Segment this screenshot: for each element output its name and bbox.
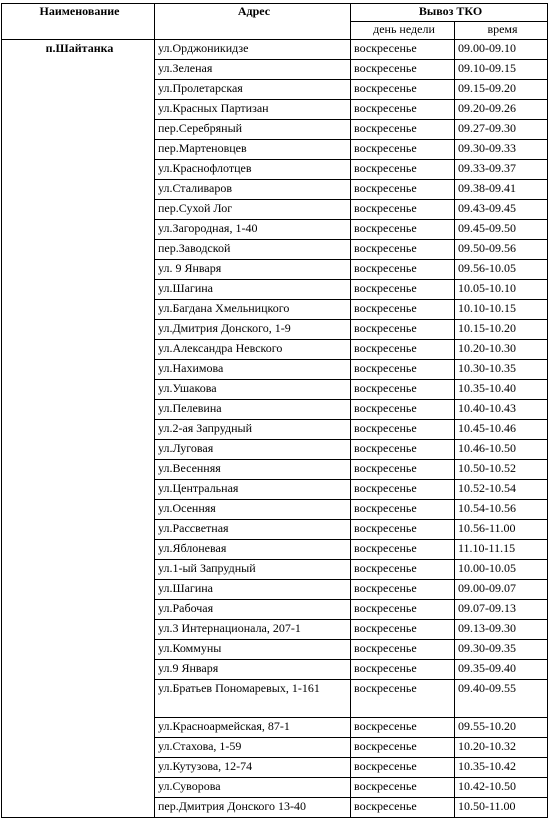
weekday-cell: воскресенье (351, 420, 455, 440)
address-cell: ул.Братьев Пономаревых, 1-161 (155, 680, 351, 718)
address-cell: ул.Ушакова (155, 380, 351, 400)
time-cell: 10.35-10.40 (455, 380, 548, 400)
weekday-cell: воскресенье (351, 220, 455, 240)
weekday-cell: воскресенье (351, 480, 455, 500)
address-cell: ул.Загородная, 1-40 (155, 220, 351, 240)
weekday-cell: воскресенье (351, 400, 455, 420)
time-cell: 09.27-09.30 (455, 120, 548, 140)
waste-schedule-table (1, 3, 548, 818)
address-cell: ул.Красноармейская, 87-1 (155, 718, 351, 738)
weekday-cell: воскресенье (351, 360, 455, 380)
address-cell: ул. 9 Января (155, 260, 351, 280)
time-cell: 09.20-09.26 (455, 100, 548, 120)
weekday-cell: воскресенье (351, 240, 455, 260)
weekday-cell: воскресенье (351, 180, 455, 200)
weekday-cell: воскресенье (351, 40, 455, 60)
weekday-cell: воскресенье (351, 100, 455, 120)
weekday-cell: воскресенье (351, 560, 455, 580)
address-cell: ул.Нахимова (155, 360, 351, 380)
time-cell: 09.30-09.33 (455, 140, 548, 160)
address-cell: ул.Осенняя (155, 500, 351, 520)
time-cell: 10.15-10.20 (455, 320, 548, 340)
weekday-cell: воскресенье (351, 660, 455, 680)
time-cell: 09.30-09.35 (455, 640, 548, 660)
address-cell: ул.Стахова, 1-59 (155, 738, 351, 758)
weekday-cell: воскресенье (351, 460, 455, 480)
weekday-cell: воскресенье (351, 640, 455, 660)
weekday-cell: воскресенье (351, 600, 455, 620)
address-cell: ул.Луговая (155, 440, 351, 460)
weekday-cell: воскресенье (351, 520, 455, 540)
address-cell: ул.Сталиваров (155, 180, 351, 200)
table-row (2, 40, 548, 60)
weekday-cell: воскресенье (351, 798, 455, 818)
time-cell: 09.50-09.56 (455, 240, 548, 260)
address-cell: ул.Рабочая (155, 600, 351, 620)
time-cell: 11.10-11.15 (455, 540, 548, 560)
time-cell: 09.00-09.07 (455, 580, 548, 600)
time-cell: 09.10-09.15 (455, 60, 548, 80)
weekday-cell: воскресенье (351, 758, 455, 778)
weekday-cell: воскресенье (351, 380, 455, 400)
address-cell: ул.Кутузова, 12-74 (155, 758, 351, 778)
weekday-cell: воскресенье (351, 718, 455, 738)
time-cell: 09.15-09.20 (455, 80, 548, 100)
weekday-cell: воскресенье (351, 500, 455, 520)
weekday-cell: воскресенье (351, 778, 455, 798)
time-cell: 10.52-10.54 (455, 480, 548, 500)
weekday-cell: воскресенье (351, 120, 455, 140)
time-cell: 09.00-09.10 (455, 40, 548, 60)
weekday-cell: воскресенье (351, 440, 455, 460)
address-cell: ул.9 Января (155, 660, 351, 680)
address-cell: пер.Заводской (155, 240, 351, 260)
time-cell: 09.45-09.50 (455, 220, 548, 240)
address-cell: ул.Рассветная (155, 520, 351, 540)
address-cell: пер.Серебряный (155, 120, 351, 140)
weekday-cell: воскресенье (351, 280, 455, 300)
time-cell: 10.50-11.00 (455, 798, 548, 818)
address-cell: пер.Сухой Лог (155, 200, 351, 220)
weekday-cell: воскресенье (351, 300, 455, 320)
address-cell: ул.2-ая Запрудный (155, 420, 351, 440)
address-cell: ул.Шагина (155, 280, 351, 300)
weekday-cell: воскресенье (351, 580, 455, 600)
weekday-cell: воскресенье (351, 320, 455, 340)
address-cell: ул.Суворова (155, 778, 351, 798)
weekday-cell: воскресенье (351, 140, 455, 160)
time-cell: 09.43-09.45 (455, 200, 548, 220)
address-cell: ул.Пролетарская (155, 80, 351, 100)
settlement-name: п.Шайтанка (2, 40, 155, 818)
weekday-cell: воскресенье (351, 340, 455, 360)
weekday-cell: воскресенье (351, 80, 455, 100)
address-cell: ул.Дмитрия Донского, 1-9 (155, 320, 351, 340)
time-cell: 10.46-10.50 (455, 440, 548, 460)
weekday-cell: воскресенье (351, 160, 455, 180)
address-cell: ул.Яблоневая (155, 540, 351, 560)
address-cell: ул.Красных Партизан (155, 100, 351, 120)
time-cell: 10.40-10.43 (455, 400, 548, 420)
address-cell: ул.Багдана Хмельницкого (155, 300, 351, 320)
header-time: время (455, 22, 548, 40)
weekday-cell: воскресенье (351, 738, 455, 758)
time-cell: 09.56-10.05 (455, 260, 548, 280)
time-cell: 10.20-10.30 (455, 340, 548, 360)
weekday-cell: воскресенье (351, 260, 455, 280)
header-address: Адрес (155, 4, 351, 40)
time-cell: 09.35-09.40 (455, 660, 548, 680)
address-cell: ул.Коммуны (155, 640, 351, 660)
address-cell: пер.Мартеновцев (155, 140, 351, 160)
time-cell: 10.10-10.15 (455, 300, 548, 320)
address-cell: ул.Краснофлотцев (155, 160, 351, 180)
weekday-cell: воскресенье (351, 200, 455, 220)
time-cell: 10.42-10.50 (455, 778, 548, 798)
address-cell: пер.Дмитрия Донского 13-40 (155, 798, 351, 818)
address-cell: ул.Пелевина (155, 400, 351, 420)
time-cell: 10.30-10.35 (455, 360, 548, 380)
time-cell: 09.07-09.13 (455, 600, 548, 620)
time-cell: 10.20-10.32 (455, 738, 548, 758)
time-cell: 10.50-10.52 (455, 460, 548, 480)
time-cell: 10.00-10.05 (455, 560, 548, 580)
time-cell: 09.38-09.41 (455, 180, 548, 200)
address-cell: ул.Зеленая (155, 60, 351, 80)
weekday-cell: воскресенье (351, 620, 455, 640)
time-cell: 09.13-09.30 (455, 620, 548, 640)
header-name: Наименование (2, 4, 155, 40)
schedule-rows (2, 40, 548, 818)
weekday-cell: воскресенье (351, 60, 455, 80)
time-cell: 10.56-11.00 (455, 520, 548, 540)
address-cell: ул.Шагина (155, 580, 351, 600)
address-cell: ул.Александра Невского (155, 340, 351, 360)
time-cell: 09.55-10.20 (455, 718, 548, 738)
address-cell: ул.1-ый Запрудный (155, 560, 351, 580)
address-cell: ул.Центральная (155, 480, 351, 500)
header-weekday: день недели (351, 22, 455, 40)
address-cell: ул.Весенняя (155, 460, 351, 480)
time-cell: 10.54-10.56 (455, 500, 548, 520)
time-cell: 10.45-10.46 (455, 420, 548, 440)
weekday-cell: воскресенье (351, 540, 455, 560)
time-cell: 10.35-10.42 (455, 758, 548, 778)
time-cell: 10.05-10.10 (455, 280, 548, 300)
address-cell: ул.Орджоникидзе (155, 40, 351, 60)
time-cell: 09.40-09.55 (455, 680, 548, 718)
header-removal: Вывоз ТКО (351, 4, 548, 22)
address-cell: ул.3 Интернационала, 207-1 (155, 620, 351, 640)
weekday-cell: воскресенье (351, 680, 455, 718)
time-cell: 09.33-09.37 (455, 160, 548, 180)
